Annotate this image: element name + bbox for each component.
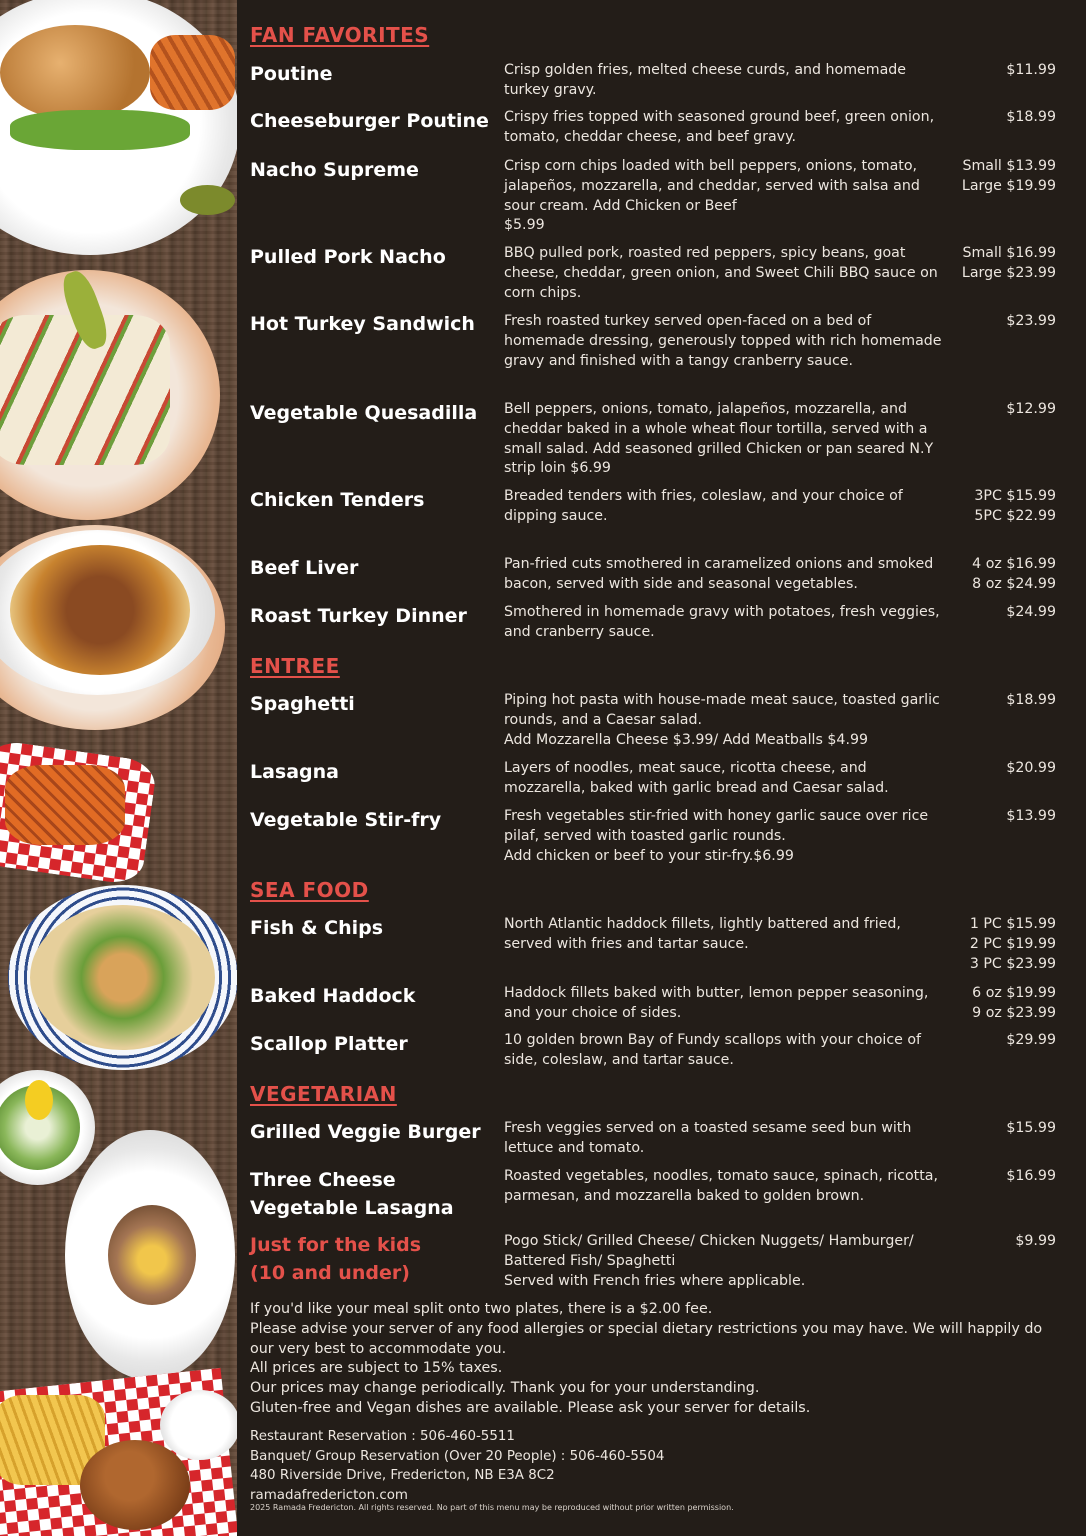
coleslaw-cup-image (160, 1390, 237, 1460)
restaurant-reservation: Restaurant Reservation : 506-460-5511 (250, 1429, 515, 1444)
contact-info (250, 1427, 1050, 1505)
item-name-vegetable-stir-fry: Vegetable Stir-fry (250, 809, 442, 831)
item-name-fish-chips: Fish & Chips (250, 917, 384, 939)
tax-note: All prices are subject to 15% taxes. (250, 1360, 503, 1377)
poutine-image (10, 545, 190, 675)
item-desc-cheeseburger-poutine: Crispy fries topped with seasoned ground beef, green onion, tomato, cheddar cheese, and beef gravy. (504, 109, 935, 145)
item-desc-lasagna: Layers of noodles, meat sauce, ricotta cheese, and mozzarella, baked with garlic bread and Caesar salad. (504, 760, 889, 796)
item-price-kids: $9.99 (1015, 1233, 1056, 1249)
item-name-three-cheese-lasagna: Three Cheese Vegetable Lasagna (250, 1169, 454, 1219)
item-desc-three-cheese-lasagna: Roasted vegetables, noodles, tomato sauce, spinach, ricotta, parmesan, and mozzarella baked to golden brown. (504, 1168, 938, 1204)
item-price-fish-chips: 1 PC $15.99 2 PC $19.99 3 PC $23.99 (969, 916, 1056, 972)
hamburger-image (80, 1440, 190, 1530)
food-photo-column (0, 0, 237, 1536)
item-price-chicken-tenders: 3PC $15.99 5PC $22.99 (974, 488, 1056, 524)
baked-potato-image (108, 1205, 196, 1305)
item-price-spaghetti: $18.99 (1006, 692, 1056, 708)
section-title-entree: ENTREE (250, 654, 340, 678)
item-name-lasagna: Lasagna (250, 761, 340, 783)
item-price-nacho-supreme: Small $13.99 Large $19.99 (961, 158, 1056, 194)
item-price-poutine: $11.99 (1006, 62, 1056, 78)
item-price-cheeseburger-poutine: $18.99 (1006, 109, 1056, 125)
item-price-three-cheese-lasagna: $16.99 (1006, 1168, 1056, 1184)
item-desc-poutine: Crisp golden fries, melted cheese curds, and homemade turkey gravy. (504, 62, 907, 98)
item-name-scallop-platter: Scallop Platter (250, 1033, 408, 1055)
item-name-cheeseburger-poutine: Cheeseburger Poutine (250, 110, 489, 132)
footer-notes (250, 1300, 1060, 1419)
gluten-free-note: Gluten-free and Vegan dishes are available. Please ask your server for details. (250, 1399, 811, 1416)
item-desc-kids: Pogo Stick/ Grilled Cheese/ Chicken Nuggets/ Hamburger/ Battered Fish/ Spaghetti Served with French fries where applicable. (504, 1233, 914, 1289)
item-name-pulled-pork-nacho: Pulled Pork Nacho (250, 246, 446, 268)
item-name-beef-liver: Beef Liver (250, 557, 359, 579)
item-desc-spaghetti: Piping hot pasta with house-made meat sauce, toasted garlic rounds, and a Caesar salad. Add Mozzarella Cheese $3.99/ Add Meatballs $4.99 (504, 692, 940, 748)
item-desc-fish-chips: North Atlantic haddock fillets, lightly battered and fried, served with fries and tartar sauce. (504, 916, 901, 952)
item-name-grilled-veggie-burger: Grilled Veggie Burger (250, 1121, 481, 1143)
item-price-lasagna: $20.99 (1006, 760, 1056, 776)
split-plate-note: If you'd like your meal split onto two plates, there is a $2.00 fee. (250, 1301, 713, 1317)
item-price-vegetable-stir-fry: $13.99 (1006, 808, 1056, 824)
price-change-note: Our prices may change periodically. Thank you for your understanding. (250, 1380, 760, 1397)
item-name-hot-turkey-sandwich: Hot Turkey Sandwich (250, 313, 475, 335)
section-title-vegetarian: VEGETARIAN (250, 1082, 397, 1106)
stir-fry-image (30, 905, 215, 1050)
allergy-note: Please advise your server of any food allergies or special dietary restrictions you may have. We will happily do our very best to accommodate you. (250, 1320, 1043, 1357)
item-desc-roast-turkey-dinner: Smothered in homemade gravy with potatoes, fresh veggies, and cranberry sauce. (504, 604, 940, 640)
item-desc-hot-turkey-sandwich: Fresh roasted turkey served open-faced on a bed of homemade dressing, generously topped with rich homemade gravy and finished with a tangy cranberry sauce. (504, 313, 942, 369)
sweet-fries-image (150, 35, 235, 110)
item-name-poutine: Poutine (250, 63, 333, 85)
item-name-chicken-tenders: Chicken Tenders (250, 489, 425, 511)
item-desc-baked-haddock: Haddock fillets baked with butter, lemon pepper seasoning, and your choice of sides. (504, 985, 929, 1021)
website-link[interactable]: ramadafredericton.com (250, 1487, 408, 1503)
item-desc-grilled-veggie-burger: Fresh veggies served on a toasted sesame seed bun with lettuce and tomato. (504, 1120, 912, 1156)
item-desc-scallop-platter: 10 golden brown Bay of Fundy scallops with your choice of side, coleslaw, and tartar sauce. (504, 1032, 922, 1068)
item-desc-beef-liver: Pan-fried cuts smothered in caramelized onions and smoked bacon, served with side and seasonal vegetables. (504, 556, 934, 592)
item-name-kids: Just for the kids (10 and under) (250, 1234, 422, 1284)
lemon-image (25, 1080, 53, 1120)
item-price-pulled-pork-nacho: Small $16.99 Large $23.99 (961, 245, 1056, 281)
item-price-roast-turkey-dinner: $24.99 (1006, 604, 1056, 620)
item-price-scallop-platter: $29.99 (1006, 1032, 1056, 1048)
item-desc-chicken-tenders: Breaded tenders with fries, coleslaw, and your choice of dipping sauce. (504, 488, 903, 524)
item-price-hot-turkey-sandwich: $23.99 (1006, 313, 1056, 329)
item-desc-nacho-supreme: Crisp corn chips loaded with bell peppers, onions, tomato, jalapeños, mozzarella, and cheddar, served with salsa and sour cream. Add Chicken or Beef $5.99 (504, 158, 920, 234)
section-title-fan-favorites: FAN FAVORITES (250, 23, 430, 47)
item-name-vegetable-quesadilla: Vegetable Quesadilla (250, 402, 478, 424)
item-desc-vegetable-stir-fry: Fresh vegetables stir-fried with honey garlic sauce over rice pilaf, served with toasted garlic rounds. Add chicken or beef to your stir-fry.$6.99 (504, 808, 929, 864)
item-price-beef-liver: 4 oz $16.99 8 oz $24.99 (972, 556, 1056, 592)
item-name-nacho-supreme: Nacho Supreme (250, 159, 419, 181)
item-name-baked-haddock: Baked Haddock (250, 985, 416, 1007)
item-desc-pulled-pork-nacho: BBQ pulled pork, roasted red peppers, spicy beans, goat cheese, cheddar, green onion, and Sweet Chili BBQ sauce on corn chips. (504, 245, 938, 301)
address: 480 Riverside Drive, Fredericton, NB E3A 8C2 (250, 1468, 555, 1483)
item-name-roast-turkey-dinner: Roast Turkey Dinner (250, 605, 467, 627)
item-price-vegetable-quesadilla: $12.99 (1006, 401, 1056, 417)
item-desc-vegetable-quesadilla: Bell peppers, onions, tomato, jalapeños, mozzarella, and cheddar baked in a whole wheat flour tortilla, served with a small salad. Add seasoned grilled Chicken or pan seared N.Y strip loin $6.99 (504, 401, 934, 477)
item-name-spaghetti: Spaghetti (250, 693, 355, 715)
item-price-baked-haddock: 6 oz $19.99 9 oz $23.99 (972, 985, 1056, 1021)
item-price-grilled-veggie-burger: $15.99 (1006, 1120, 1056, 1136)
section-title-sea-food: SEA FOOD (250, 878, 369, 902)
banquet-reservation: Banquet/ Group Reservation (Over 20 People) : 506-460-5504 (250, 1448, 665, 1464)
burger-bun-image (0, 25, 150, 120)
copyright-notice: 2025 Ramada Fredericton. All rights reserved. No part of this menu may be reproduced without prior written permission. (250, 1503, 734, 1512)
